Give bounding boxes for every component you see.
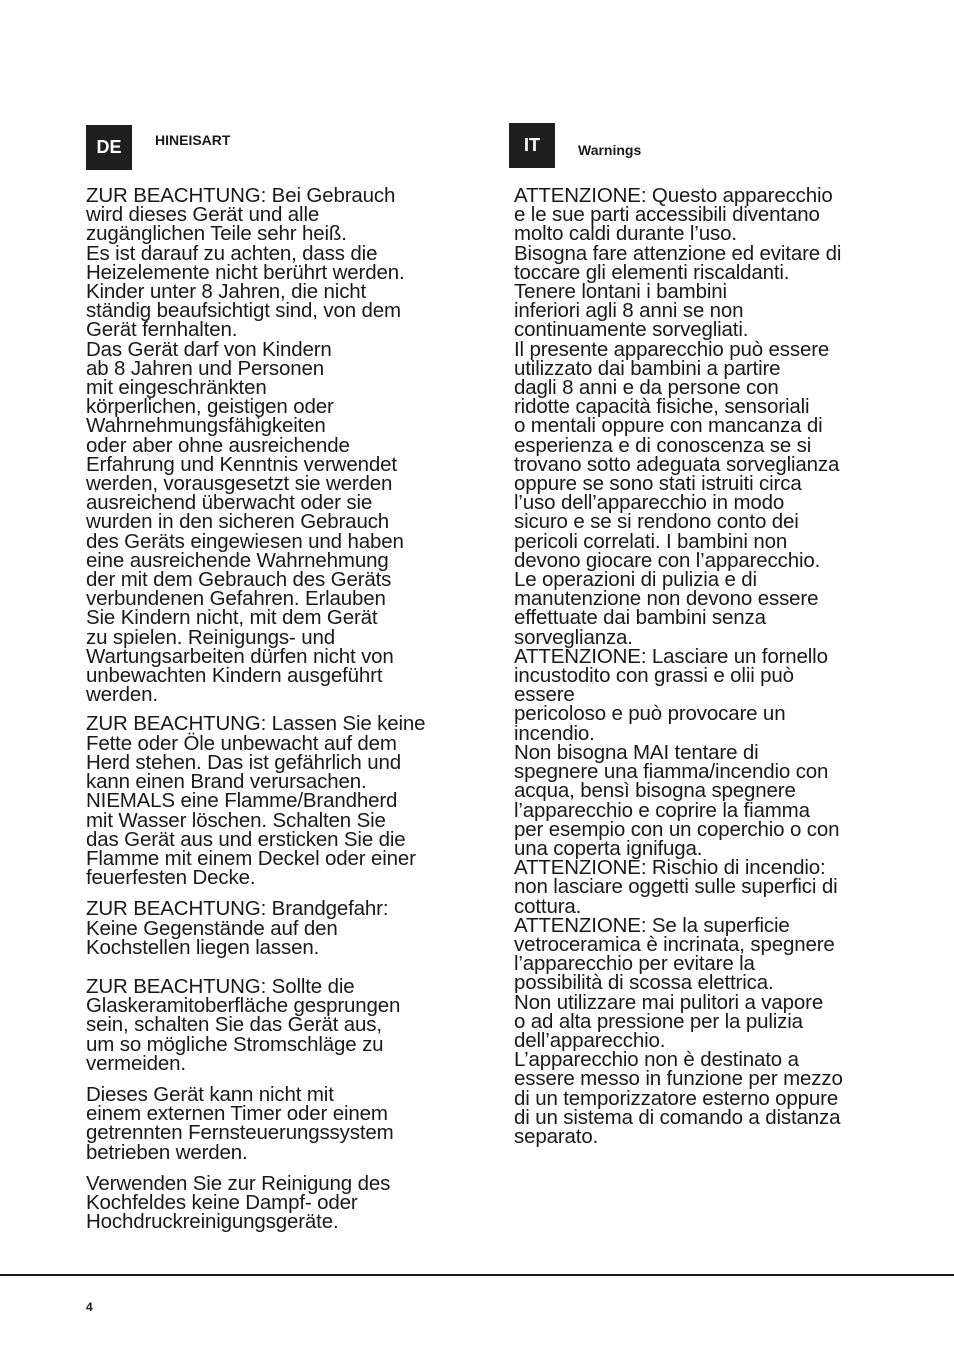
text-line: cottura. (514, 894, 582, 918)
text-line: verbundenen Gefahren. Erlauben (86, 587, 386, 611)
text-line: Das Gerät darf von Kindern (86, 337, 332, 361)
text-line: Tenere lontani i bambini (514, 280, 727, 304)
text-line: Bisogna fare attenzione ed evitare di (514, 241, 842, 265)
text-line: sorveglianza. (514, 625, 633, 649)
text-line: Wartungsarbeiten dürfen nicht von (86, 644, 394, 668)
text-line: Flamme mit einem Deckel oder einer (86, 846, 416, 870)
language-badge-it: IT (509, 123, 555, 168)
text-line: ZUR BEACHTUNG: Bei Gebrauch (86, 184, 396, 207)
text-line: Herd stehen. Das ist gefährlich und (86, 750, 401, 774)
warning-paragraph (86, 899, 466, 957)
text-line: per esempio con un coperchio o con (514, 817, 840, 841)
text-line: ständig beaufsichtigt sind, von dem (86, 299, 401, 323)
text-line: oppure se sono stati istruiti circa (514, 472, 802, 496)
text-line: esperienza e di conoscenza se si (514, 433, 812, 457)
text-line: vermeiden. (86, 1051, 186, 1075)
text-line: wird dieses Gerät und alle (86, 203, 320, 227)
section-heading-de: HINEISART (155, 132, 231, 148)
warning-paragraph (86, 974, 466, 1075)
text-line: Hochdruckreinigungsgeräte. (86, 1210, 339, 1234)
text-line: Dieses Gerät kann nicht mit (86, 1082, 334, 1106)
text-line: essere messo in funzione per mezzo (514, 1067, 843, 1091)
text-line: Keine Gegenstände auf den (86, 916, 338, 940)
text-line: des Geräts eingewiesen und haben (86, 529, 404, 553)
text-line: Glaskeramitoberfläche gesprungen (86, 994, 401, 1018)
text-line: ATTENZIONE: Se la superficie (514, 913, 790, 937)
text-line: Non bisogna MAI tentare di (514, 740, 759, 764)
text-line: separato. (514, 1124, 599, 1148)
text-line: mit Wasser löschen. Schalten Sie (86, 808, 386, 832)
text-line: toccare gli elementi riscaldanti. (514, 260, 790, 284)
text-line: L’apparecchio non è destinato a (514, 1048, 799, 1072)
text-line: possibilità di scossa elettrica. (514, 971, 774, 995)
text-line: ausreichend überwacht oder sie (86, 491, 373, 515)
text-line: vetroceramica è incrinata, spegnere (514, 932, 835, 956)
text-line: ATTENZIONE: Lasciare un fornello (514, 644, 828, 668)
text-line: zugänglichen Teile sehr heiß. (86, 222, 347, 246)
text-line: Non utilizzare mai pulitori a vapore (514, 990, 824, 1014)
text-line: ZUR BEACHTUNG: Lassen Sie keine (86, 712, 426, 736)
text-line: ATTENZIONE: Questo apparecchio (514, 184, 833, 207)
text-line: eine ausreichende Wahrnehmung (86, 548, 389, 572)
text-line: essere (514, 683, 575, 707)
warning-paragraph (86, 1171, 466, 1234)
text-line: o ad alta pressione per la pulizia (514, 1009, 803, 1033)
text-line: effettuate dai bambini senza (514, 606, 766, 630)
text-line: manutenzione non devono essere (514, 587, 819, 611)
text-line: sein, schalten Sie das Gerät aus, (86, 1013, 382, 1037)
text-line: werden. (86, 683, 158, 707)
text-line: körperlichen, geistigen oder (86, 395, 334, 419)
text-line: das Gerät aus und ersticken Sie die (86, 827, 406, 851)
text-line: e le sue parti accessibili diventano (514, 203, 820, 227)
footer-rule (0, 1274, 954, 1276)
text-line: Kochstellen liegen lassen. (86, 935, 320, 959)
text-line: incustodito con grassi e olii può (514, 664, 794, 688)
text-line: acqua, bensì bisogna spegnere (514, 779, 796, 803)
text-line: ZUR BEACHTUNG: Sollte die (86, 974, 355, 998)
text-line: dagli 8 anni e da persone con (514, 376, 779, 400)
text-line: einem externen Timer oder einem (86, 1102, 388, 1126)
text-line: pericoloso e può provocare un (514, 702, 786, 726)
warning-paragraph (86, 712, 466, 890)
text-line: l’uso dell’apparecchio in modo (514, 491, 785, 515)
text-line: Verwenden Sie zur Reinigung des (86, 1171, 391, 1195)
text-line: Wahrnehmungsfähigkeiten (86, 414, 326, 438)
text-line: mit eingeschränkten (86, 376, 267, 400)
text-line: spegnere una fiamma/incendio con (514, 760, 829, 784)
text-line: ZUR BEACHTUNG: Brandgefahr: (86, 897, 389, 921)
text-line: betrieben werden. (86, 1140, 248, 1164)
text-line: Sie Kindern nicht, mit dem Gerät (86, 606, 378, 630)
text-line: Erfahrung und Kenntnis verwendet (86, 452, 397, 476)
text-line: Es ist darauf zu achten, dass die (86, 241, 378, 265)
text-line: devono giocare con l’apparecchio. (514, 548, 821, 572)
language-badge-de: DE (86, 125, 132, 170)
text-line: Fette oder Öle unbewacht auf dem (86, 731, 397, 755)
text-line: continuamente sorvegliati. (514, 318, 749, 342)
text-line: der mit dem Gebrauch des Geräts (86, 568, 392, 592)
text-line: NIEMALS eine Flamme/Brandherd (86, 789, 398, 813)
text-line: Le operazioni di pulizia e di (514, 568, 757, 592)
text-line: utilizzato dai bambini a partire (514, 356, 781, 380)
text-line: non lasciare oggetti sulle superfici di (514, 875, 838, 899)
text-line: sicuro e se si rendono conto dei (514, 510, 799, 534)
german-warnings-column (86, 184, 466, 1234)
text-line: wurden in den sicheren Gebrauch (86, 510, 390, 534)
warning-paragraph (86, 1082, 466, 1164)
text-line: di un sistema di comando a distanza (514, 1105, 841, 1129)
text-line: Il presente apparecchio può essere (514, 337, 830, 361)
text-line: di un temporizzatore esterno oppure (514, 1086, 839, 1110)
text-line: oder aber ohne ausreichende (86, 433, 350, 457)
text-line: dell’apparecchio. (514, 1028, 666, 1052)
text-line: Heizelemente nicht berührt werden. (86, 260, 405, 284)
text-line: ridotte capacità fisiche, sensoriali (514, 395, 810, 419)
italian-warnings-column (514, 186, 894, 1146)
text-line: una coperta ignifuga. (514, 836, 703, 860)
text-line: unbewachten Kindern ausgeführt (86, 664, 383, 688)
text-line: Kinder unter 8 Jahren, die nicht (86, 280, 367, 304)
text-line: l’apparecchio e coprire la fiamma (514, 798, 810, 822)
text-line: molto caldi durante l’uso. (514, 222, 737, 246)
text-line: Kochfeldes keine Dampf- oder (86, 1190, 358, 1214)
text-line: getrennten Fernsteuerungssystem (86, 1121, 394, 1145)
text-line: Gerät fernhalten. (86, 318, 238, 342)
page-number: 4 (86, 1300, 93, 1314)
text-line: l’apparecchio per evitare la (514, 952, 755, 976)
text-line: kann einen Brand verursachen. (86, 770, 367, 794)
text-line: pericoli correlati. I bambini non (514, 529, 788, 553)
warning-paragraph (86, 184, 466, 707)
text-line: trovano sotto adeguata sorveglianza (514, 452, 840, 476)
text-line: incendio. (514, 721, 595, 745)
text-line: zu spielen. Reinigungs- und (86, 625, 335, 649)
text-line: ab 8 Jahren und Personen (86, 356, 325, 380)
text-line: werden, vorausgesetzt sie werden (86, 472, 393, 496)
text-line: um so mögliche Stromschläge zu (86, 1032, 384, 1056)
text-line: o mentali oppure con mancanza di (514, 414, 823, 438)
section-heading-it: Warnings (578, 142, 642, 158)
text-line: ATTENZIONE: Rischio di incendio: (514, 856, 826, 880)
text-line: feuerfesten Decke. (86, 866, 256, 890)
text-line: inferiori agli 8 anni se non (514, 299, 744, 323)
